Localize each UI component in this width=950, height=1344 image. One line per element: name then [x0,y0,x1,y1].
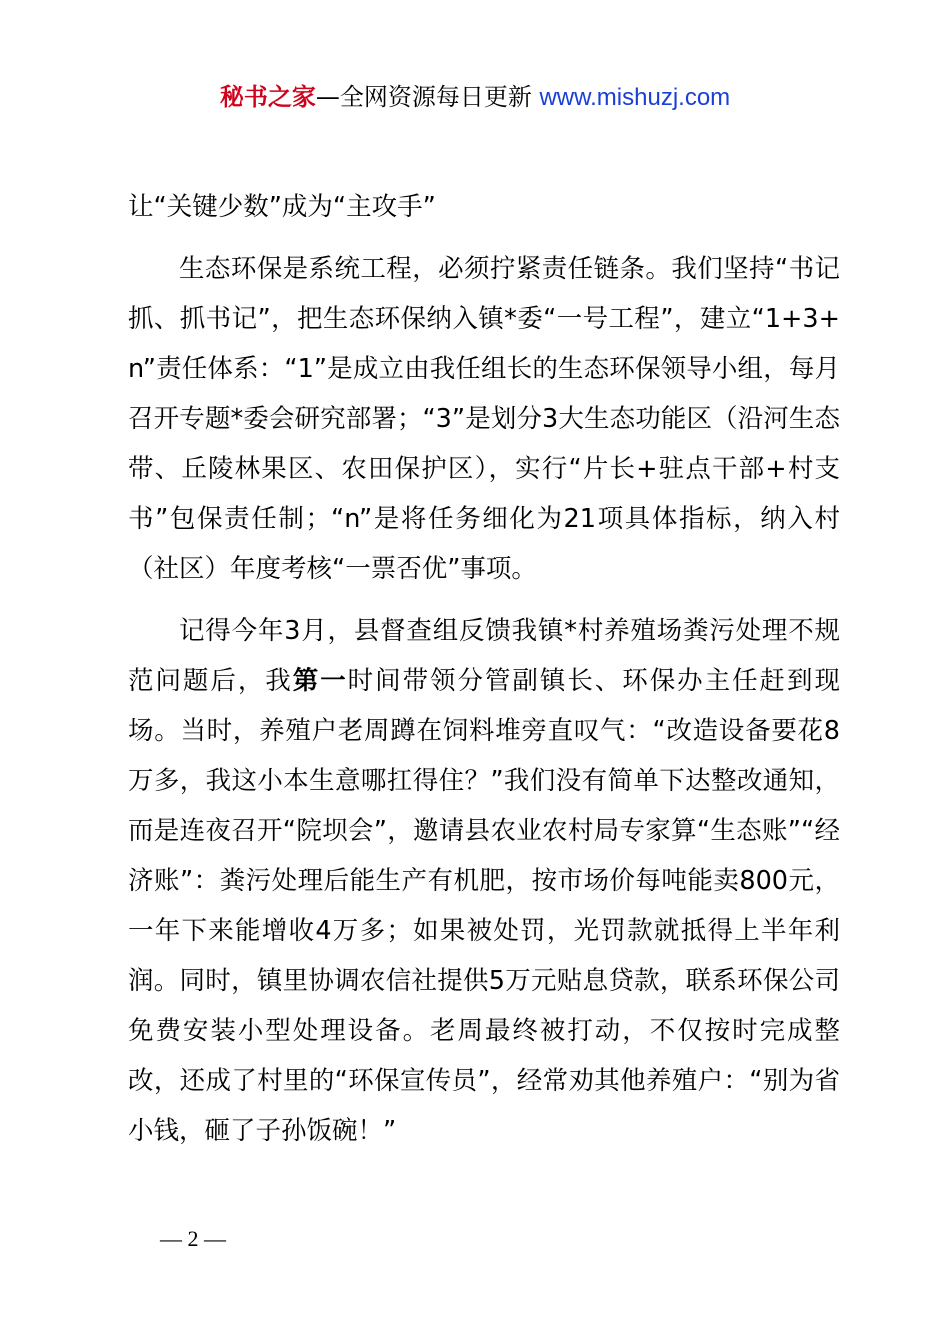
emphasis-text: 第一 [292,666,348,696]
site-tagline: —全网资源每日更新 [315,83,532,111]
page-number: — 2 — [160,1226,226,1251]
section-heading: 让“关键少数”成为“主攻手” [128,192,436,222]
site-url-link[interactable]: www.mishuzj.com [539,84,731,111]
paragraph-text-end: 时间带领分管副镇长、环保办主任赶到现场。当时，养殖户老周蹲在饲料堆旁直叹气：“改造设备要花8万多，我这小本生意哪扛得住？”我们没有简单下达整改通知，而是连夜召开“院坝会”，邀请县农业农村局专家算“生态账”“经济账”：粪污处理后能生产有机肥，按市场价每吨能卖800元，一年下来能增收4万多；如果被处罚，光罚款就抵得上半年利润。同时，镇里协调农信社提供5万元贴息贷款，联系环保公司免费安装小型处理设备。老周最终被打动，不仅按时完成整改，还成了村里的“环保宣传员”，经常劝其他养殖户：“别为省小钱，砸了子孙饭碗！” [128,666,840,1146]
site-brand: 秘书之家 [219,83,316,111]
document-body [128,182,840,1168]
paragraph-responsibility-system: 生态环保是系统工程，必须拧紧责任链条。我们坚持“书记抓、抓书记”，把生态环保纳入镇*委“一号工程”，建立“1+3+n”责任体系：“1”是成立由我任组长的生态环保领导小组，每月召开专题*委会研究部署；“3”是划分3大生态功能区（沿河生态带、丘陵林果区、农田保护区），实行“片长+驻点干部+村支书”包保责任制；“n”是将任务细化为21项具体指标，纳入村（社区）年度考核“一票否优”事项。 [128,254,840,584]
paragraph-text-start: 记得今年3月，县督查组反馈我镇*村养殖场粪污处理不规范问题后，我 [128,616,840,696]
site-banner [0,82,950,113]
paragraph-case-story [128,606,840,1156]
